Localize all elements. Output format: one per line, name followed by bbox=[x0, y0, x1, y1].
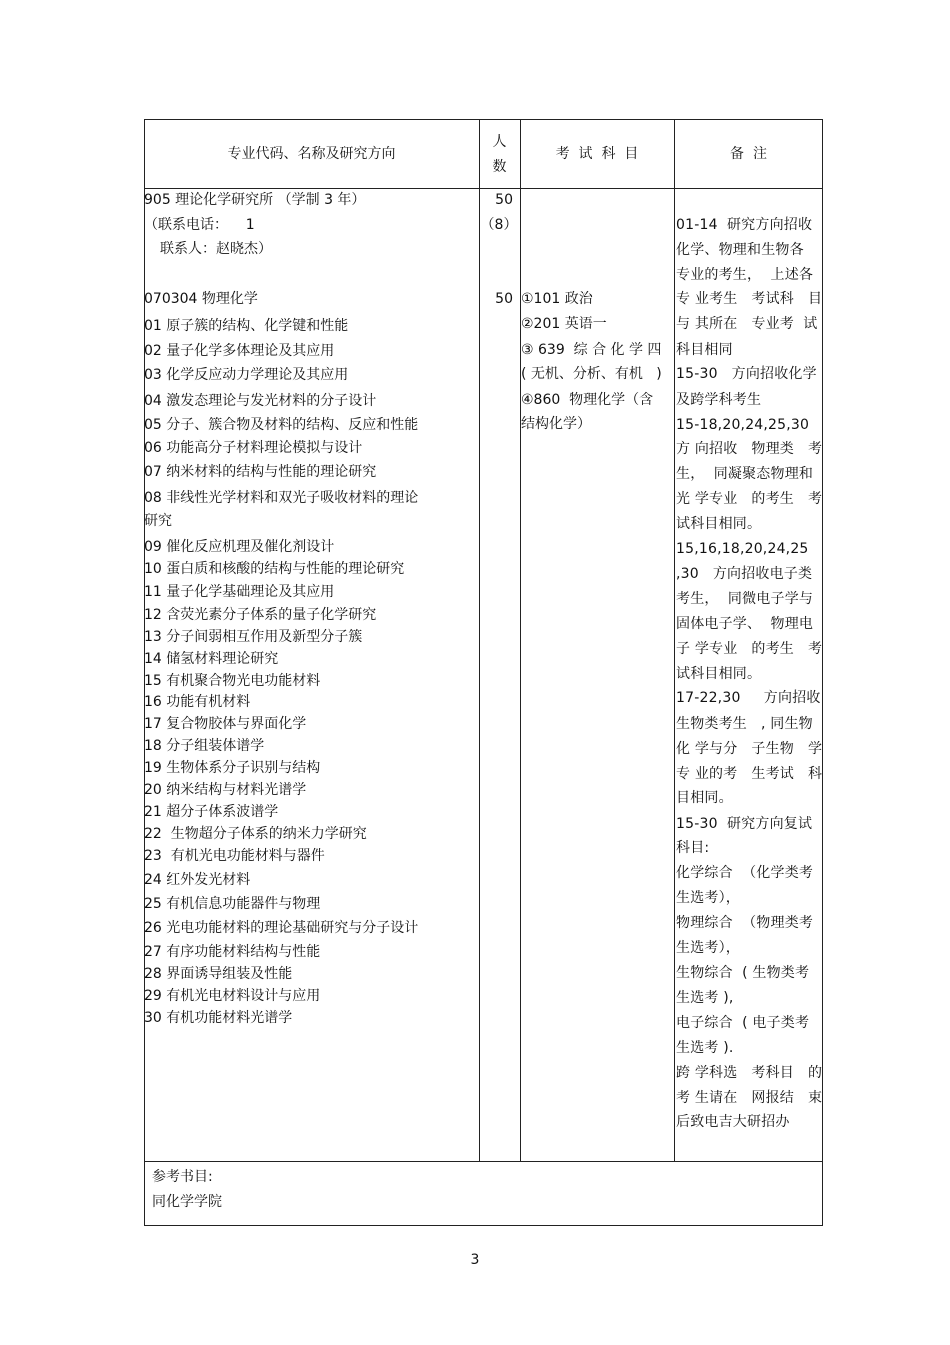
list-item: 20 纳米结构与材料光谱学 bbox=[144, 782, 307, 798]
note-line: 生物综合 ( 生物类考 bbox=[676, 965, 810, 981]
major-code-name: 070304 物理化学 bbox=[144, 291, 258, 307]
note-line: 科目相同 bbox=[676, 342, 733, 358]
list-item: 16 功能有机材料 bbox=[144, 694, 251, 710]
list-item: 12 含荧光素分子体系的量子化学研究 bbox=[144, 607, 377, 623]
list-item: 28 界面诱导组装及性能 bbox=[144, 966, 293, 982]
institute-contact: 联系人：赵晓杰） bbox=[160, 241, 272, 257]
note-line: 物理综合 （物理类考 bbox=[676, 915, 814, 931]
note-line: 生， 同凝聚态物理和 bbox=[676, 466, 814, 482]
note-line: 15,16,18,20,24,25 bbox=[676, 541, 809, 557]
note-line: 01-14 研究方向招收 bbox=[676, 217, 813, 233]
note-line: 专 业考生 考试科 目 bbox=[676, 291, 823, 307]
list-item: 14 储氢材料理论研究 bbox=[144, 651, 279, 667]
note-line: 及跨学科考生 bbox=[676, 392, 762, 408]
list-item: 22 生物超分子体系的纳米力学研究 bbox=[144, 826, 367, 842]
list-item: 24 红外发光材料 bbox=[144, 872, 251, 888]
list-item: 04 激发态理论与发光材料的分子设计 bbox=[144, 393, 377, 409]
note-line: 化学、物理和生物各 bbox=[676, 242, 804, 258]
exam-subject: 结构化学） bbox=[521, 416, 591, 432]
note-line: 固体电子学、 物理电 bbox=[676, 616, 814, 632]
list-item: 03 化学反应动力学理论及其应用 bbox=[144, 367, 349, 383]
note-line: ,30 方向招收电子类 bbox=[676, 566, 813, 582]
list-item: 01 原子簇的结构、化学键和性能 bbox=[144, 318, 349, 334]
list-item: 11 量子化学基础理论及其应用 bbox=[144, 584, 335, 600]
list-item: 10 蛋白质和核酸的结构与性能的理论研究 bbox=[144, 561, 405, 577]
note-line: 化 学与分 子生物 学 bbox=[676, 741, 823, 757]
list-item: 25 有机信息功能器件与物理 bbox=[144, 896, 321, 912]
note-line: 后致电吉大研招办 bbox=[676, 1114, 790, 1130]
note-line: 15-30 研究方向复试 bbox=[676, 816, 813, 832]
list-item: 30 有机功能材料光谱学 bbox=[144, 1010, 293, 1026]
list-item: 23 有机光电功能材料与器件 bbox=[144, 848, 325, 864]
header-notes: 备 注 bbox=[730, 146, 767, 162]
list-item: 18 分子组装体谱学 bbox=[144, 738, 265, 754]
column-divider bbox=[520, 119, 521, 1161]
list-item: 17 复合物胶体与界面化学 bbox=[144, 716, 307, 732]
header-divider bbox=[144, 188, 823, 189]
note-line: 考生， 同微电子学与 bbox=[676, 591, 814, 607]
list-item: 29 有机光电材料设计与应用 bbox=[144, 988, 321, 1004]
references-value: 同化学学院 bbox=[152, 1194, 222, 1210]
note-line: 生选考）， bbox=[676, 890, 740, 906]
list-item: 研究 bbox=[144, 513, 172, 529]
note-line: 专业的考生， 上述各 bbox=[676, 267, 814, 283]
header-major: 专业代码、名称及研究方向 bbox=[227, 146, 396, 162]
note-line: 15-30 方向招收化学 bbox=[676, 366, 817, 382]
references-divider bbox=[144, 1161, 823, 1162]
header-quota-line2: 数 bbox=[492, 159, 507, 175]
note-line: 生选考 ), bbox=[676, 990, 734, 1006]
list-item: 07 纳米材料的结构与性能的理论研究 bbox=[144, 464, 377, 480]
institute-quota-extra: （8） bbox=[480, 217, 518, 233]
list-item: 19 生物体系分子识别与结构 bbox=[144, 760, 321, 776]
exam-subject: ②201 英语一 bbox=[521, 316, 607, 332]
note-line: 光 学专业 的考生 考 bbox=[676, 491, 823, 507]
note-line: 考 生请在 网报结 束 bbox=[676, 1090, 823, 1106]
note-line: 目相同。 bbox=[676, 790, 733, 806]
note-line: 17-22,30 方向招收 bbox=[676, 690, 821, 706]
list-item: 27 有序功能材料结构与性能 bbox=[144, 944, 321, 960]
institute-title: 905 理论化学研究所 （学制 3 年） bbox=[144, 192, 366, 208]
list-item: 05 分子、簇合物及材料的结构、反应和性能 bbox=[144, 417, 419, 433]
note-line: 试科目相同。 bbox=[676, 516, 762, 532]
note-line: 生选考）， bbox=[676, 940, 740, 956]
header-exam-subjects: 考 试 科 目 bbox=[555, 146, 639, 162]
references-label: 参考书目: bbox=[152, 1169, 213, 1185]
note-line: 科目: bbox=[676, 840, 710, 856]
institute-phone: （联系电话： 1 bbox=[144, 217, 255, 233]
list-item: 02 量子化学多体理论及其应用 bbox=[144, 343, 335, 359]
list-item: 21 超分子体系波谱学 bbox=[144, 804, 279, 820]
note-line: 化学综合 （化学类考 bbox=[676, 865, 814, 881]
list-item: 08 非线性光学材料和双光子吸收材料的理论 bbox=[144, 490, 419, 506]
list-item: 06 功能高分子材料理论模拟与设计 bbox=[144, 440, 363, 456]
list-item: 13 分子间弱相互作用及新型分子簇 bbox=[144, 629, 363, 645]
major-quota: 50 bbox=[495, 291, 513, 307]
note-line: 试科目相同。 bbox=[676, 666, 762, 682]
column-divider bbox=[479, 119, 480, 1161]
list-item: 15 有机聚合物光电功能材料 bbox=[144, 673, 321, 689]
note-line: 生选考 ). bbox=[676, 1040, 734, 1056]
exam-subject: ①101 政治 bbox=[521, 291, 593, 307]
exam-subject: ④860 物理化学（含 bbox=[521, 392, 654, 408]
page-number: 3 bbox=[470, 1252, 480, 1268]
note-line: 方 向招收 物理类 考 bbox=[676, 441, 823, 457]
note-line: 子 学专业 的考生 考 bbox=[676, 641, 823, 657]
header-quota-line1: 人 bbox=[492, 134, 507, 150]
institute-quota: 50 bbox=[495, 192, 513, 208]
list-item: 26 光电功能材料的理论基础研究与分子设计 bbox=[144, 920, 419, 936]
note-line: 专 业的考 生考试 科 bbox=[676, 766, 823, 782]
list-item: 09 催化反应机理及催化剂设计 bbox=[144, 539, 335, 555]
exam-subject: ③ 639 综 合 化 学 四 bbox=[521, 342, 662, 358]
exam-subject: ( 无机、分析、有机 ) bbox=[521, 366, 662, 382]
note-line: 生物类考生 , 同生物 bbox=[676, 716, 813, 732]
column-divider bbox=[674, 119, 675, 1161]
note-line: 跨 学科选 考科目 的 bbox=[676, 1065, 823, 1081]
note-line: 15-18,20,24,25,30 bbox=[676, 417, 810, 433]
note-line: 电子综合 ( 电子类考 bbox=[676, 1015, 810, 1031]
note-line: 与 其所在 专业考 试 bbox=[676, 316, 818, 332]
